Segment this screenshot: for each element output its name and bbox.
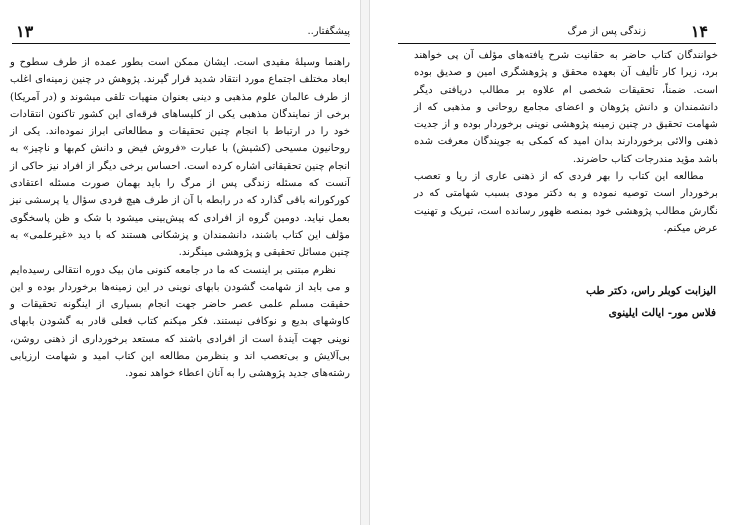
left-page-body [10,54,350,383]
left-paragraph-2: نظرم مبتنی بر اینست که ما در جامعه کنونی مان بیک دوره انتقالی رسیده‌ایم و می باید از شهامت گشودن بابهای نوینی در این زمینه‌ها برخوردار بوده و این حقیقت مسلم علمی عصر حاضر جهت انجام بسیاری از اینگونه تحقیقات و کاوشهای بدیع و نوکافی نیستند. فکر میکنم کتاب فعلی قادر به گشودن بابهای نوینی جهت آیندهٔ است از افرادی باشند که مستعد برخورداری از ذهنی روشن، بی‌آلایش و بی‌تعصب اند و بنظرمن مطالعه این کتاب امید و شهامت ارزیابی رشته‌های جدید پژوهشی را به آنان اعطاء خواهد نمود. [10,264,350,380]
left-header-rule [12,43,350,44]
left-page [0,0,360,525]
signature-name: الیزابت کوبلر راس، دکتر طب [586,285,716,297]
left-running-title: پیشگفتار.. [307,26,350,37]
right-page [370,0,730,525]
right-paragraph-2: مطالعه این کتاب را بهر فردی که از ذهنی عاری از ریا و تعصب برخوردار است توصیه نموده و به دکتر مودی بسبب شهامتی که در نگارش مطالب پژوهشی خود بمنصه ظهور رسانده است، تبریک و تهنیت عرض میکنم. [414,171,718,234]
right-page-header [398,22,716,42]
left-paragraph-1: راهنما وسیلهٔ مفیدی است. ایشان ممکن است بطور عمده از طرف سطوح و ابعاد مختلف اجتماع مورد انتقاد شدید قرار گیرند. پژوهش در چنین زمینه‌ای اغلب از طرف عالمان علوم مذهبی و دینی بعنوان منهیات تلقی میشوند و (در آمریکا) برخی از نمایندگان مذهبی یکی از کلیساهای فرقه‌ای این کشور تاکنون انتقادات خود را در ارتباط با انجام چنین تحقیقات و مطالعاتی ابراز نموده‌اند. یکی از روحانیون مسیحی (کشیش) با عبارت «فروش فیض و دانش کم‌بها و ناچیز» به انجام چنین تحقیقاتی اشاره کرده است. احساس برخی دیگر از افراد نیز حاکی از آنست که مسئله زندگی پس از مرگ را باید بهمان صورت مسئله اعتقادی کورکورانه باقی گذارد که در رابطه با آن از طرف هیچ فردی سؤال یا پرسشی نیز بعمل نیاید. دومین گروه از افرادی که پیش‌بینی میشود با شک و ظن پاسخگوی مؤلف این کتاب باشند، دانشمندان و پزشکانی هستند که با دید «غیرعلمی» به چنین مسائل تحقیقی و پژوهشی مینگرند. [10,57,350,259]
right-running-title: زندگی پس از مرگ [567,26,646,37]
right-page-body [414,47,718,237]
signature-place: فلاس مور- ایالت ایلینوی [608,307,716,319]
left-page-number: ۱۳ [16,22,34,41]
right-header-rule [398,43,716,44]
left-page-header [12,22,350,42]
right-paragraph-1: خوانندگان کتاب حاضر به حقانیت شرح یافته‌های مؤلف آن پی خواهند برد، زیرا کار تألیف آن بعهده محقق و پژوهشگری امین و صدیق بوده است. ضمناً، تحقیقات شخصی ام علاوه بر مطالب دریافتی دیگر دانشمندان و دانش پژوهان و اعضای مجامع روحانی و مذهبی که از شهامت تحقیق در چنین زمینه پژوهشی نوینی برخوردار بوده و از جدیت ذهنی والائی برخوردارند بدان امید که کمکی به جویندگان معرفت شده باشد مؤید مندرجات کتاب حاضرند. [414,50,718,165]
right-page-number: ۱۴ [690,22,708,41]
book-gutter [360,0,370,525]
